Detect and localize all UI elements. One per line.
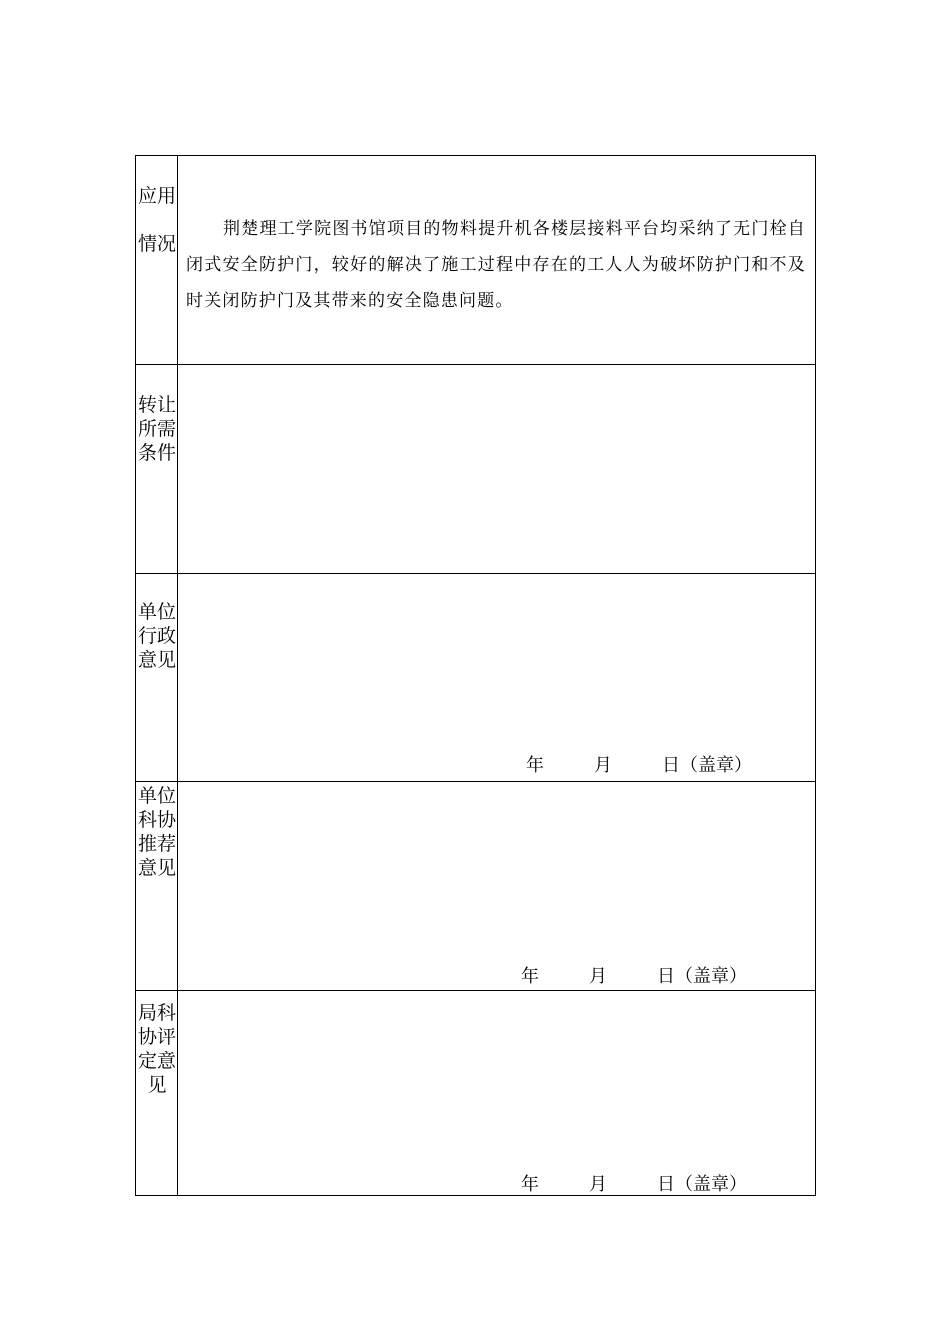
label-cell xyxy=(136,782,178,990)
content-cell xyxy=(178,782,815,990)
application-description: 荆楚理工学院图书馆项目的物料提升机各楼层接料平台均采纳了无门栓自闭式安全防护门，较好的解决了施工过程中存在的工人人为破坏防护门和不及时关闭防护门及其带来的安全隐患问题。 xyxy=(186,219,806,311)
label-cell xyxy=(136,574,178,781)
row-label: 转让所需条件 xyxy=(137,394,176,464)
label-cell xyxy=(136,991,178,1195)
day-label: 日 xyxy=(657,966,675,987)
date-stamp-line xyxy=(521,967,747,987)
form-table xyxy=(135,155,816,1196)
day-label: 日 xyxy=(657,1174,675,1195)
row-label: 应用情况 xyxy=(137,185,176,255)
date-stamp-line xyxy=(521,1175,747,1195)
year-label: 年 xyxy=(526,755,544,776)
row-unit-admin-opinion xyxy=(136,573,815,781)
row-transfer-conditions xyxy=(136,364,815,573)
day-label: 日 xyxy=(662,755,680,776)
row-bureau-sci-assoc-evaluation xyxy=(136,990,815,1195)
month-label: 月 xyxy=(589,1174,607,1195)
year-label: 年 xyxy=(521,1174,539,1195)
row-unit-sci-assoc-recommendation xyxy=(136,781,815,990)
content-cell xyxy=(178,365,815,573)
row-label: 单位科协推荐意见 xyxy=(137,785,176,879)
year-label: 年 xyxy=(521,966,539,987)
label-cell xyxy=(136,156,178,364)
row-application-status xyxy=(136,156,815,364)
content-cell xyxy=(178,574,815,781)
seal-label: （盖章） xyxy=(675,1174,747,1195)
label-cell xyxy=(136,365,178,573)
content-cell xyxy=(178,156,815,364)
date-stamp-line xyxy=(526,756,752,776)
row-label: 单位行政意见 xyxy=(137,601,176,671)
seal-label: （盖章） xyxy=(680,755,752,776)
month-label: 月 xyxy=(589,966,607,987)
seal-label: （盖章） xyxy=(675,966,747,987)
month-label: 月 xyxy=(594,755,612,776)
content-cell xyxy=(178,991,815,1195)
row-label: 局科协评定意见 xyxy=(137,1002,176,1096)
